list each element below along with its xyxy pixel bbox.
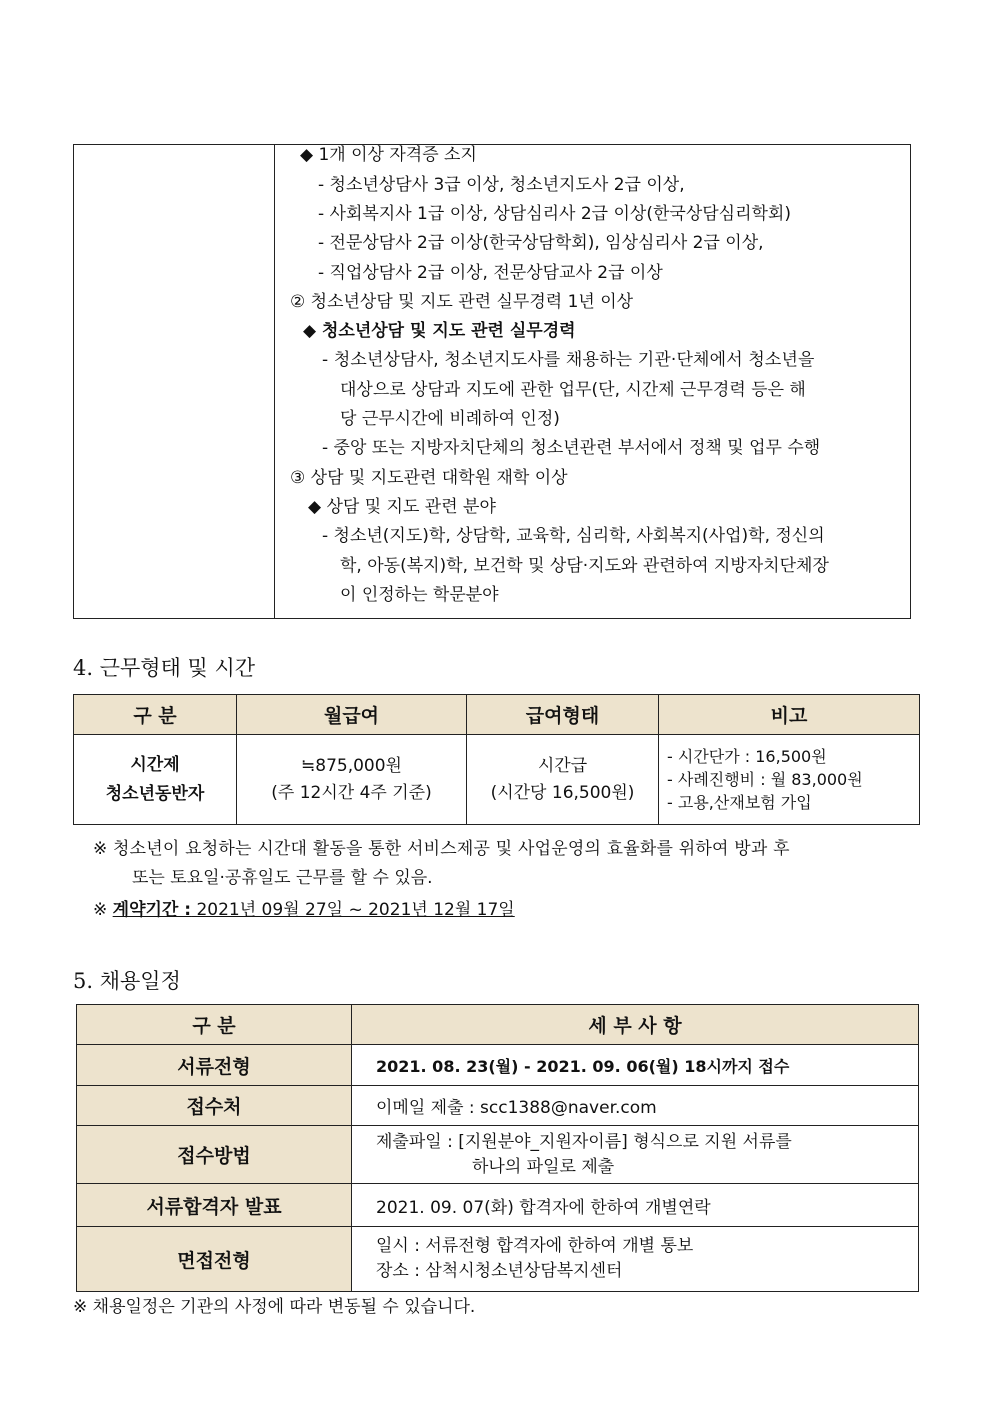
qual-line: - 청소년(지도)학, 상담학, 교육학, 심리학, 사회복지(사업)학, 정신의	[322, 526, 825, 546]
position-type-line1: 시간제	[130, 754, 180, 775]
qual-line: - 청소년상담사 3급 이상, 청소년지도사 2급 이상,	[318, 175, 685, 195]
section5-heading: 5. 채용일정	[73, 969, 181, 993]
qual-line: - 청소년상담사, 청소년지도사를 채용하는 기관·단체에서 청소년을	[322, 350, 815, 370]
detail-line1: 제출파일 : [지원분야_지원자이름] 형식으로 지원 서류를	[376, 1131, 792, 1152]
qual-line: ◆ 상담 및 지도 관련 분야	[308, 497, 496, 517]
pay-type-line1: 시간급	[537, 755, 588, 776]
row-label: 서류합격자 발표	[77, 1184, 352, 1227]
row-detail: 이메일 제출 : scc1388@naver.com	[352, 1086, 919, 1126]
qual-line: 당 근무시간에 비례하여 인정)	[340, 409, 560, 429]
cell-remarks	[659, 735, 920, 825]
row-label: 면접전형	[77, 1227, 352, 1292]
remark-item: - 시간단가 : 16,500원	[667, 747, 827, 766]
qual-line: 이 인정하는 학문분야	[340, 585, 499, 605]
qual-line: ◆ 청소년상담 및 지도 관련 실무경력	[303, 321, 576, 341]
row-detail: 2021. 08. 23(월) - 2021. 09. 06(월) 18시까지 접수	[352, 1045, 919, 1086]
qual-line: 학, 아동(복지)학, 보건학 및 상담·지도와 관련하여 지방자치단체장	[340, 556, 829, 576]
row-label: 접수방법	[77, 1126, 352, 1184]
detail-line2: 하나의 파일로 제출	[472, 1156, 615, 1177]
cell-pay-type	[467, 735, 659, 825]
qual-line: 대상으로 상담과 지도에 관한 업무(단, 시간제 근무경력 등은 해	[340, 380, 806, 400]
contract-period-label: 계약기간 :	[112, 900, 192, 920]
row-label: 접수처	[77, 1086, 352, 1126]
header-category: 구 분	[77, 1005, 352, 1045]
recruitment-schedule-table	[76, 1004, 919, 1292]
header-category: 구 분	[74, 695, 237, 735]
header-pay-type: 급여형태	[467, 695, 659, 735]
row-detail	[352, 1227, 919, 1292]
qual-line: - 중앙 또는 지방자치단체의 청소년관련 부서에서 정책 및 업무 수행	[322, 438, 821, 458]
row-label: 서류전형	[77, 1045, 352, 1086]
qual-line: ② 청소년상담 및 지도 관련 실무경력 1년 이상	[290, 292, 634, 312]
section4-heading: 4. 근무형태 및 시간	[73, 656, 256, 680]
row-detail: 2021. 09. 07(화) 합격자에 한하여 개별연락	[352, 1184, 919, 1227]
qual-line: - 직업상담사 2급 이상, 전문상담교사 2급 이상	[318, 263, 663, 283]
row-detail	[352, 1126, 919, 1184]
remark-item: - 고용,산재보험 가입	[667, 793, 812, 812]
pay-type-line2: (시간당 16,500원)	[490, 782, 635, 803]
work-note-line1: ※ 청소년이 요청하는 시간대 활동을 통한 서비스제공 및 사업운영의 효율화를 위하여 방과 후	[93, 839, 790, 859]
qual-line: ③ 상담 및 지도관련 대학원 재학 이상	[290, 468, 568, 488]
work-note-line2: 또는 토요일·공휴일도 근무를 할 수 있음.	[132, 868, 433, 888]
qualification-column-divider	[274, 144, 275, 619]
header-details: 세 부 사 항	[352, 1005, 919, 1045]
salary-line2: (주 12시간 4주 기준)	[271, 782, 432, 803]
cell-position-type	[74, 735, 237, 825]
detail-line1: 일시 : 서류전형 합격자에 한하여 개별 통보	[376, 1236, 694, 1256]
qual-line: ◆ 1개 이상 자격증 소지	[300, 145, 477, 165]
contract-period-value: 2021년 09월 27일 ~ 2021년 12월 17일	[191, 900, 515, 920]
contract-period-note	[93, 899, 515, 921]
salary-line1: ≒875,000원	[301, 755, 402, 776]
position-type-line2: 청소년동반자	[105, 783, 205, 804]
qual-line: - 전문상담사 2급 이상(한국상담학회), 임상심리사 2급 이상,	[318, 233, 764, 253]
qual-line: - 사회복지사 1급 이상, 상담심리사 2급 이상(한국상담심리학회)	[318, 204, 791, 224]
cell-salary	[237, 735, 467, 825]
detail-line2: 장소 : 삼척시청소년상담복지센터	[376, 1261, 623, 1281]
remark-item: - 사례진행비 : 월 83,000원	[667, 770, 863, 789]
schedule-note: ※ 채용일정은 기관의 사정에 따라 변동될 수 있습니다.	[73, 1297, 476, 1317]
header-remarks: 비고	[659, 695, 920, 735]
work-conditions-table	[73, 694, 920, 825]
note-mark: ※	[93, 900, 113, 920]
header-monthly-salary: 월급여	[237, 695, 467, 735]
